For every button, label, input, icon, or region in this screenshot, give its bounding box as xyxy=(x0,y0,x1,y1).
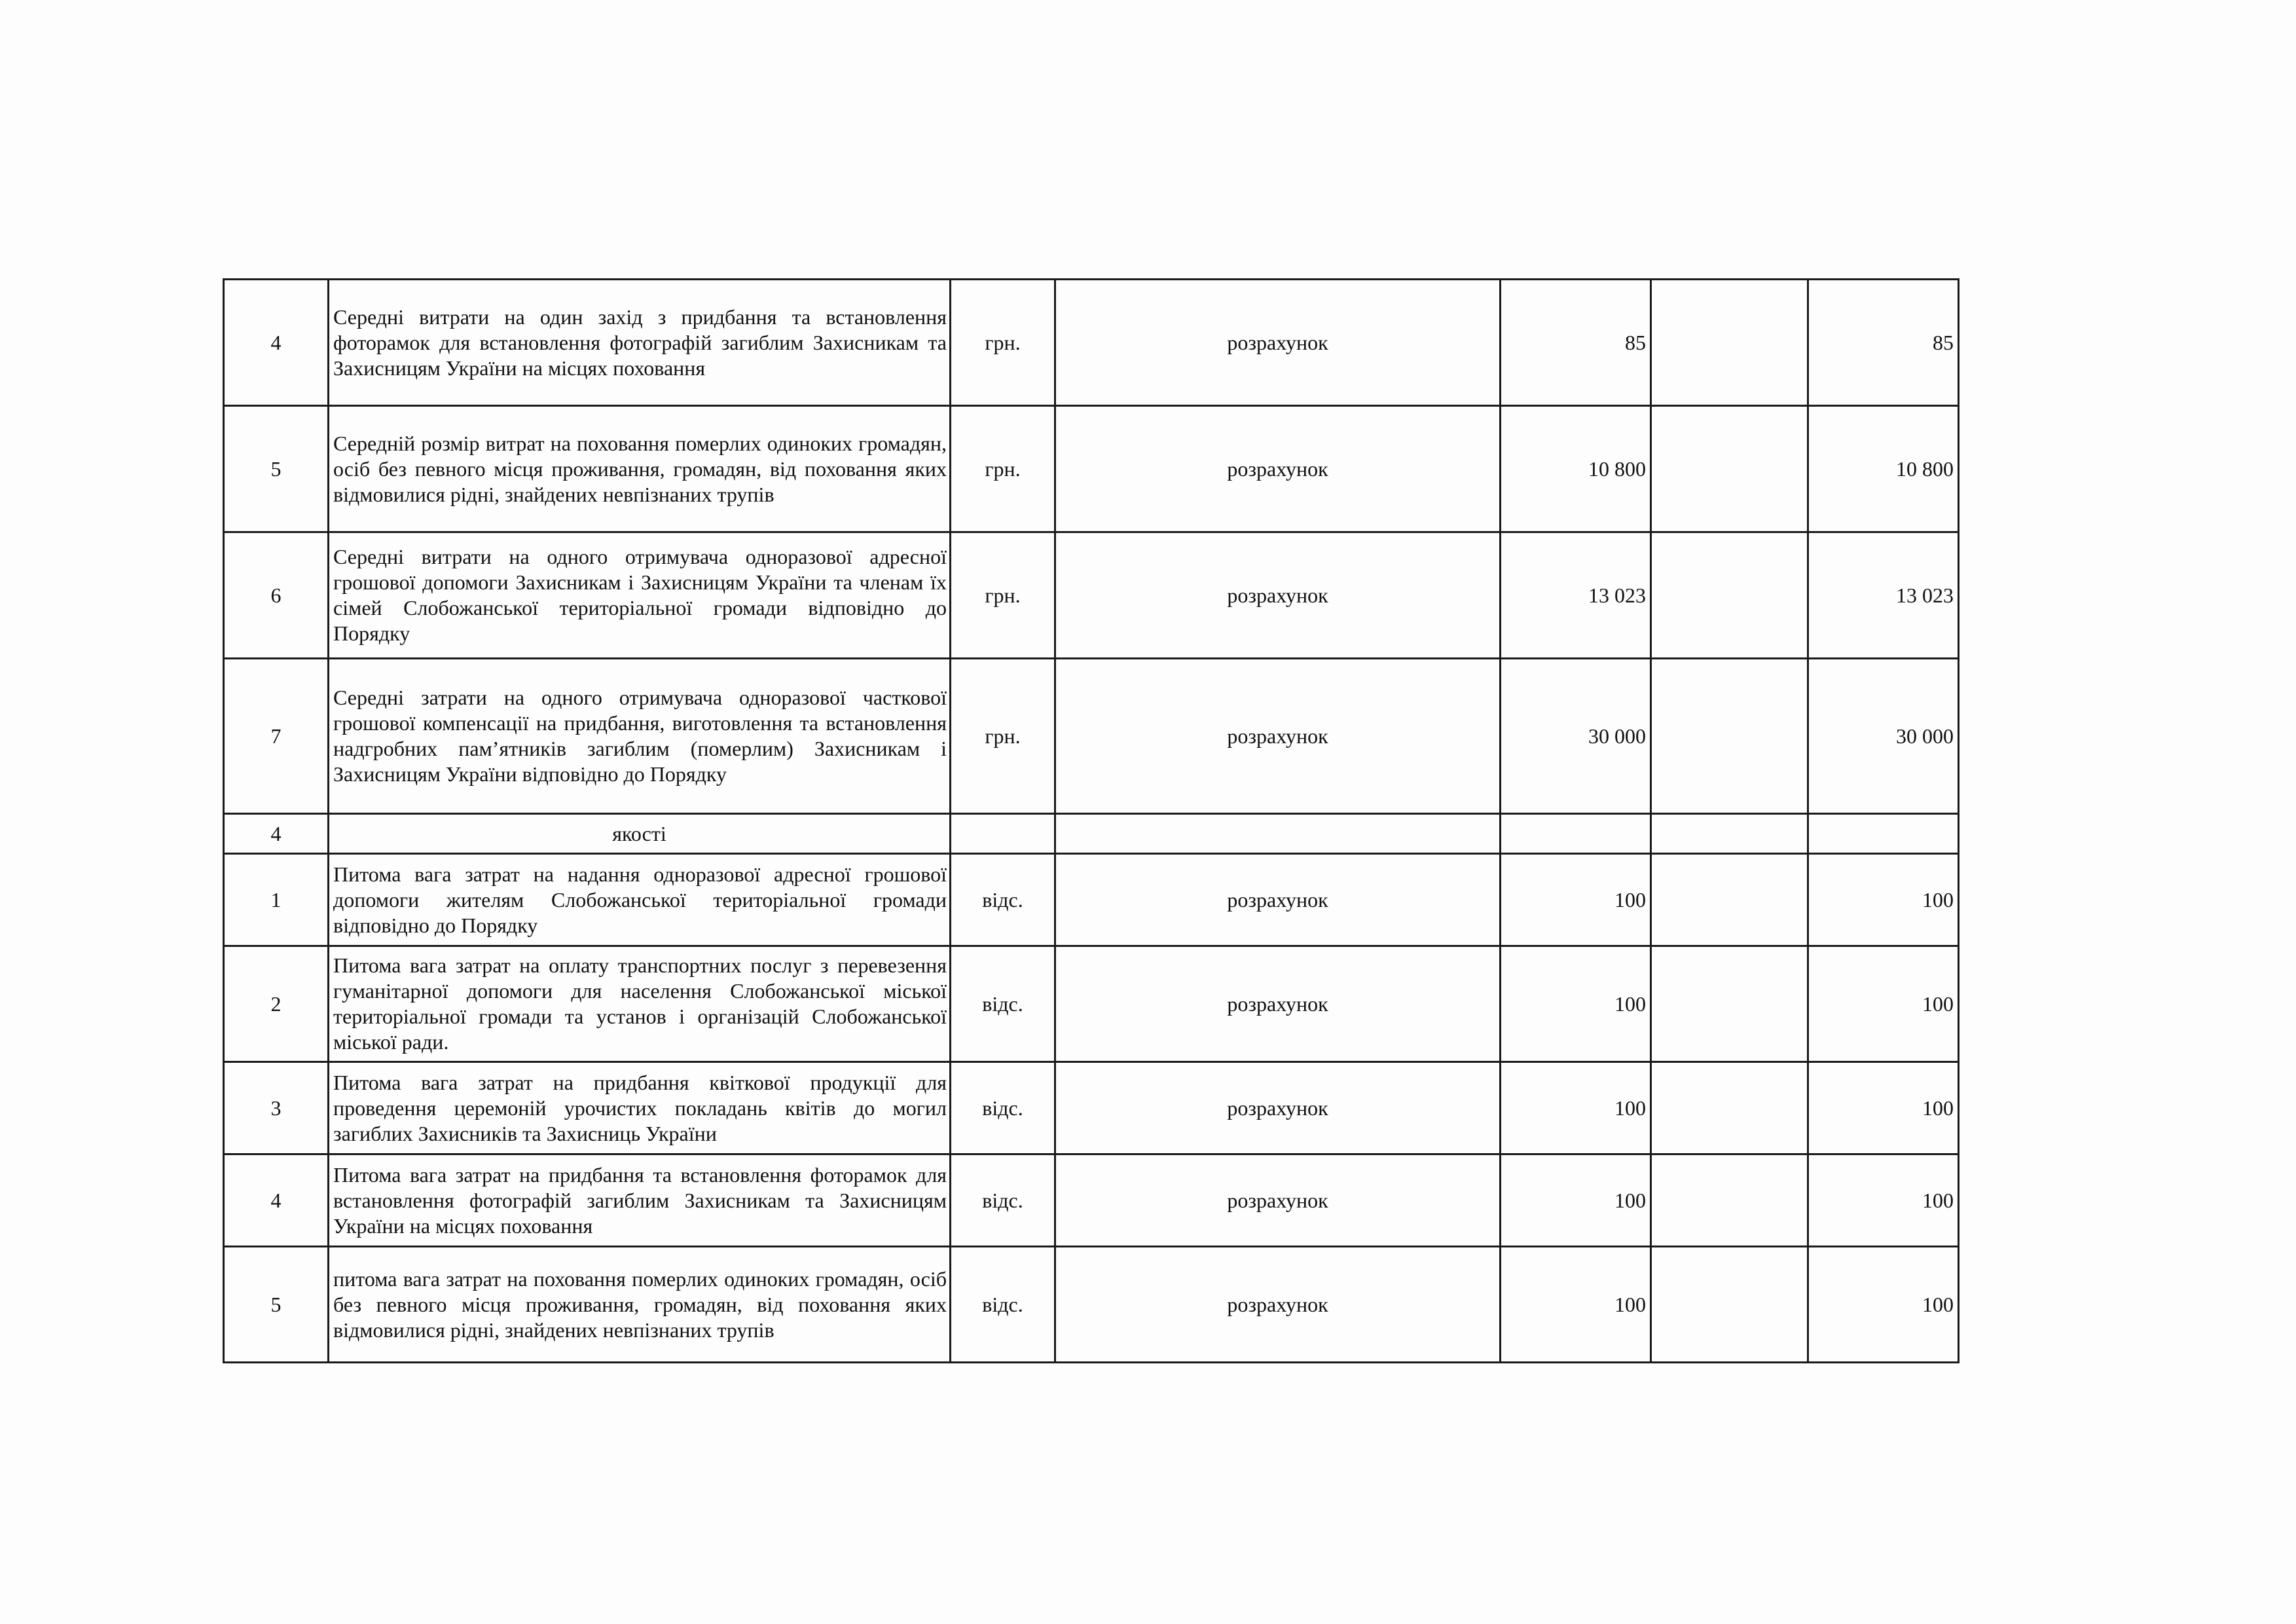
row-source: розрахунок xyxy=(1055,946,1501,1062)
row-value: 13 023 xyxy=(1501,532,1651,659)
empty-cell xyxy=(1651,406,1808,532)
table-row xyxy=(224,280,1959,406)
empty-cell xyxy=(1651,1062,1808,1154)
row-description: Питома вага затрат на надання одноразової адресної грошової допомоги жителям Слобожанської територіальної громади відповідно до Порядку xyxy=(329,854,951,946)
row-value: 10 800 xyxy=(1808,406,1959,532)
row-value: 100 xyxy=(1808,1154,1959,1247)
row-number: 1 xyxy=(224,854,329,946)
table-row xyxy=(224,854,1959,946)
empty-cell xyxy=(1651,659,1808,814)
empty-cell xyxy=(951,814,1055,854)
row-value: 30 000 xyxy=(1501,659,1651,814)
row-value: 100 xyxy=(1501,854,1651,946)
row-unit: грн. xyxy=(951,280,1055,406)
table-row xyxy=(224,1062,1959,1154)
row-source: розрахунок xyxy=(1055,854,1501,946)
empty-cell xyxy=(1651,854,1808,946)
empty-cell xyxy=(1651,280,1808,406)
row-number: 7 xyxy=(224,659,329,814)
row-description: питома вага затрат на поховання померлих одиноких громадян, осіб без певного місця проживання, громадян, від поховання яких відмовилися рідні, знайдених невпізнаних трупів xyxy=(329,1247,951,1363)
row-unit: грн. xyxy=(951,532,1055,659)
row-source: розрахунок xyxy=(1055,1154,1501,1247)
row-number: 2 xyxy=(224,946,329,1062)
row-description: Питома вага затрат на придбання квіткової продукції для проведення церемоній урочистих покладань квітів до могил загиблих Захисників та Захисниць України xyxy=(329,1062,951,1154)
row-source: розрахунок xyxy=(1055,1062,1501,1154)
row-number: 4 xyxy=(224,280,329,406)
row-value: 100 xyxy=(1808,854,1959,946)
section-title: якості xyxy=(329,814,951,854)
table-row xyxy=(224,946,1959,1062)
row-unit: грн. xyxy=(951,406,1055,532)
table-row xyxy=(224,659,1959,814)
row-value: 10 800 xyxy=(1501,406,1651,532)
row-value: 85 xyxy=(1501,280,1651,406)
row-value: 100 xyxy=(1808,1062,1959,1154)
row-unit: грн. xyxy=(951,659,1055,814)
section-row xyxy=(224,814,1959,854)
empty-cell xyxy=(1651,946,1808,1062)
table-row xyxy=(224,532,1959,659)
row-number: 5 xyxy=(224,1247,329,1363)
row-number: 4 xyxy=(224,1154,329,1247)
row-source: розрахунок xyxy=(1055,1247,1501,1363)
row-description: Середній розмір витрат на поховання померлих одиноких громадян, осіб без певного місця проживання, громадян, від поховання яких відмовилися рідні, знайдених невпізнаних трупів xyxy=(329,406,951,532)
table-row xyxy=(224,1154,1959,1247)
row-unit: відс. xyxy=(951,1154,1055,1247)
row-value: 100 xyxy=(1501,946,1651,1062)
row-description: Питома вага затрат на оплату транспортних послуг з перевезення гуманітарної допомоги для населення Слобожанської міської територіальної громади та установ і організацій Слобожанської міської ради. xyxy=(329,946,951,1062)
empty-cell xyxy=(1651,1154,1808,1247)
empty-cell xyxy=(1501,814,1651,854)
row-value: 30 000 xyxy=(1808,659,1959,814)
table-row xyxy=(224,406,1959,532)
row-value: 100 xyxy=(1808,946,1959,1062)
row-number: 3 xyxy=(224,1062,329,1154)
row-description: Питома вага затрат на придбання та встановлення фоторамок для встановлення фотографій загиблим Захисникам та Захисницям України на місцях поховання xyxy=(329,1154,951,1247)
row-value: 100 xyxy=(1501,1154,1651,1247)
row-value: 100 xyxy=(1808,1247,1959,1363)
row-description: Середні затрати на одного отримувача одноразової часткової грошової компенсації на придбання, виготовлення та встановлення надгробних пам’ятників загиблим (померлим) Захисникам і Захисницям України відповідно до Порядку xyxy=(329,659,951,814)
row-source: розрахунок xyxy=(1055,406,1501,532)
row-unit: відс. xyxy=(951,854,1055,946)
row-unit: відс. xyxy=(951,1247,1055,1363)
section-number: 4 xyxy=(224,814,329,854)
row-value: 100 xyxy=(1501,1247,1651,1363)
row-value: 85 xyxy=(1808,280,1959,406)
row-source: розрахунок xyxy=(1055,659,1501,814)
empty-cell xyxy=(1055,814,1501,854)
table-row xyxy=(224,1247,1959,1363)
empty-cell xyxy=(1651,814,1808,854)
row-source: розрахунок xyxy=(1055,532,1501,659)
row-unit: відс. xyxy=(951,946,1055,1062)
row-value: 100 xyxy=(1501,1062,1651,1154)
row-number: 5 xyxy=(224,406,329,532)
empty-cell xyxy=(1808,814,1959,854)
indicators-table xyxy=(223,278,1959,1363)
row-source: розрахунок xyxy=(1055,280,1501,406)
row-unit: відс. xyxy=(951,1062,1055,1154)
row-description: Середні витрати на одного отримувача одноразової адресної грошової допомоги Захисникам і Захисницям України та членам їх сімей Слобожанської територіальної громади відповідно до Порядку xyxy=(329,532,951,659)
row-value: 13 023 xyxy=(1808,532,1959,659)
row-description: Середні витрати на один захід з придбання та встановлення фоторамок для встановлення фотографій загиблим Захисникам та Захисницям України на місцях поховання xyxy=(329,280,951,406)
empty-cell xyxy=(1651,1247,1808,1363)
empty-cell xyxy=(1651,532,1808,659)
row-number: 6 xyxy=(224,532,329,659)
